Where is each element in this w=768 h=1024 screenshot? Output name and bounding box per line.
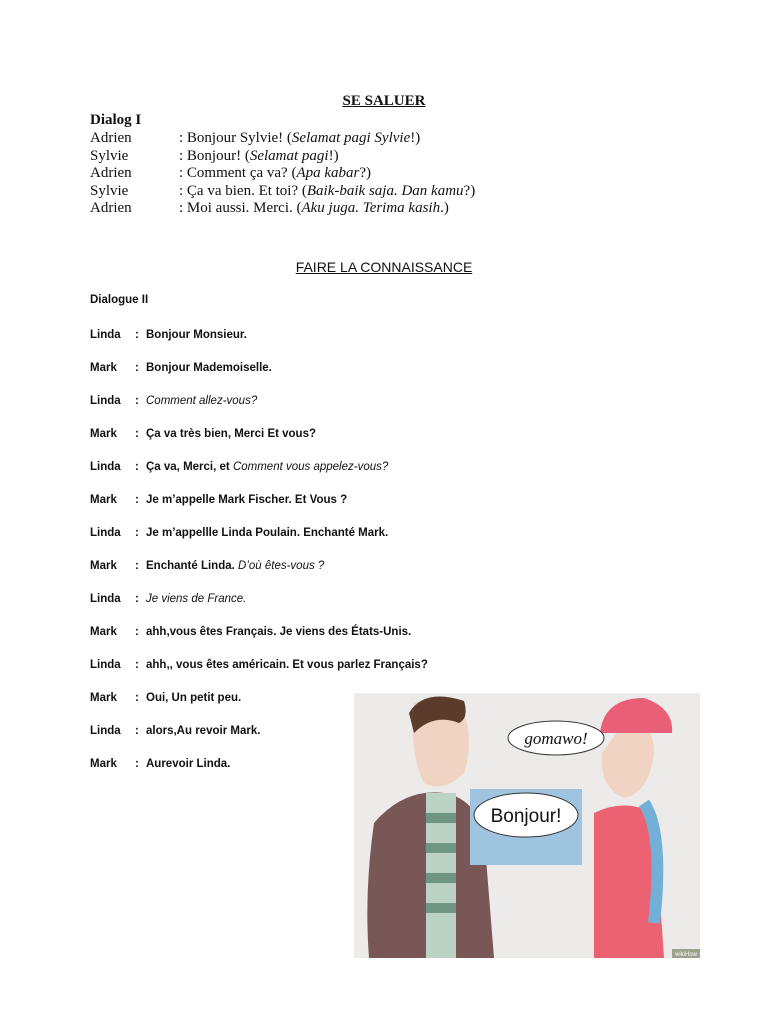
dialog-line [90, 147, 339, 165]
dialog-line [90, 164, 371, 182]
section-title-faire-connaissance: FAIRE LA CONNAISSANCE [295, 259, 473, 275]
line-text-segment: Je m’appellle Linda Poulain. Enchanté Mark. [146, 527, 389, 539]
line-text-segment: : Bonjour Sylvie! ( [179, 130, 292, 146]
colon: : [135, 494, 139, 506]
bubble-bonjour: Bonjour! [490, 806, 562, 827]
colon: : [135, 758, 139, 770]
line-text-segment: ?) [463, 182, 476, 199]
line-text-segment: Je m’appelle Mark Fischer. Et Vous ? [146, 494, 348, 506]
line-text-segment: Bonjour Mademoiselle. [146, 362, 272, 374]
line-text-segment: Selamat pagi Sylvie [291, 130, 411, 146]
dialog-line [90, 329, 247, 341]
section-title-se-saluer: SE SALUER [342, 93, 426, 109]
bubble-gomawo: gomawo! [524, 729, 588, 748]
speaker-name: Linda [90, 593, 121, 605]
speaker-name: Mark [90, 362, 117, 374]
line-text-segment: Enchanté Linda. [146, 560, 239, 572]
speaker-name: Linda [90, 527, 121, 539]
colon: : [135, 593, 139, 605]
speaker-name: Mark [90, 494, 117, 506]
speaker-name: Adrien [90, 200, 132, 217]
line-text-segment: !) [410, 130, 421, 146]
colon: : [135, 659, 139, 671]
dialog-line [90, 428, 316, 440]
line-text-segment: : Moi aussi. Merci. ( [179, 200, 302, 217]
line-text-segment: Aurevoir Linda. [146, 758, 231, 770]
speaker-name: Mark [90, 626, 117, 638]
line-text-segment: Ça va très bien, Merci Et vous? [146, 428, 317, 440]
dialog-line [90, 362, 272, 374]
line-text-segment: !) [328, 147, 339, 164]
line-text-segment: ahh,, vous êtes américain. Et vous parlez Français? [146, 659, 428, 671]
line-text-segment: Apa kabar [296, 165, 360, 182]
speaker-name: Linda [90, 329, 121, 341]
dialog-line [90, 758, 230, 770]
speaker-name: Linda [90, 725, 121, 737]
line-text-segment: ?) [359, 165, 372, 182]
line-text-segment: Je viens de France. [146, 593, 247, 605]
colon: : [135, 395, 139, 407]
colon: : [135, 725, 139, 737]
dialog-line [90, 182, 475, 200]
greeting-illustration [354, 693, 700, 958]
dialog-line [90, 593, 246, 605]
speaker-name: Sylvie [90, 182, 129, 199]
speaker-name: Sylvie [90, 147, 129, 164]
speaker-name: Mark [90, 428, 117, 440]
colon: : [135, 428, 139, 440]
line-text-segment: alors,Au revoir Mark. [146, 725, 261, 737]
colon: : [135, 329, 139, 341]
line-text-segment: D’où êtes-vous ? [238, 560, 325, 572]
colon: : [135, 362, 139, 374]
speaker-name: Adrien [90, 165, 132, 182]
colon: : [135, 626, 139, 638]
line-text-segment: .) [440, 200, 449, 217]
speaker-name: Adrien [90, 130, 132, 146]
dialog-line [90, 494, 347, 506]
speaker-name: Mark [90, 560, 117, 572]
line-text-segment: Ça va, Merci, et [146, 461, 233, 473]
colon: : [135, 560, 139, 572]
line-text-segment: : Comment ça va? ( [179, 165, 297, 182]
line-text-segment: Selamat pagi [249, 147, 329, 164]
line-text-segment: Oui, Un petit peu. [146, 692, 242, 704]
line-text-segment: Comment vous appelez-vous? [232, 461, 389, 473]
dialog-line [90, 395, 257, 407]
colon: : [135, 461, 139, 473]
line-text-segment: Aku juga. Terima kasih [301, 200, 441, 217]
dialog-line [90, 129, 420, 147]
dialog-line [90, 560, 324, 572]
colon: : [135, 527, 139, 539]
line-text-segment: Comment allez-vous? [146, 395, 258, 407]
dialog-line [90, 461, 388, 473]
dialog-line [90, 659, 428, 671]
dialog-line [90, 527, 388, 539]
speaker-name: Linda [90, 461, 121, 473]
watermark: wikiHow [674, 952, 698, 958]
dialog-line [90, 626, 411, 638]
dialog-2-heading: Dialogue II [90, 294, 149, 306]
colon: : [135, 692, 139, 704]
speaker-name: Linda [90, 659, 121, 671]
dialog-line [90, 199, 449, 217]
dialog-line [90, 692, 241, 704]
speaker-name: Linda [90, 395, 121, 407]
dialog-line [90, 725, 260, 737]
line-text-segment: Bonjour Monsieur. [146, 329, 247, 341]
line-text-segment: Baik-baik saja. Dan kamu [306, 182, 464, 199]
speaker-name: Mark [90, 692, 117, 704]
speaker-name: Mark [90, 758, 117, 770]
line-text-segment: ahh,vous êtes Français. Je viens des États-Unis. [146, 626, 412, 638]
line-text-segment: : Bonjour! ( [179, 147, 250, 164]
line-text-segment: : Ça va bien. Et toi? ( [179, 182, 307, 199]
dialog-1-heading: Dialog I [90, 112, 142, 128]
